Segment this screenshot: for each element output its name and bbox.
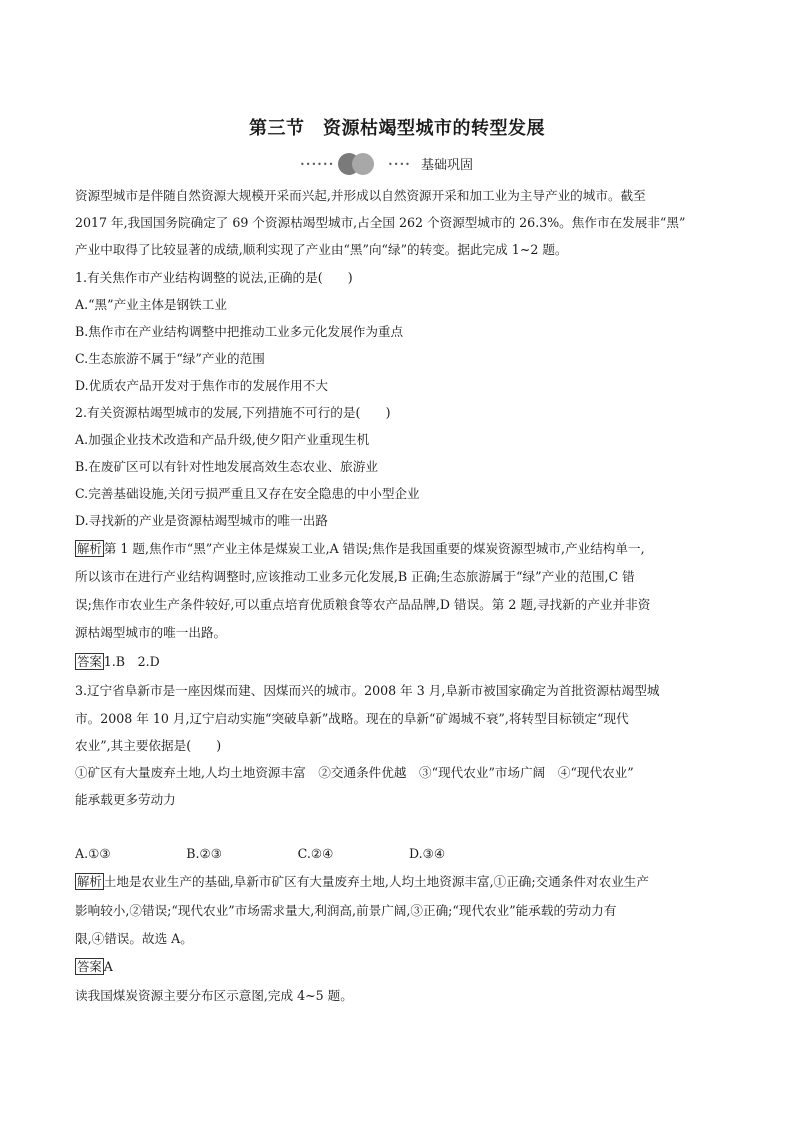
q2-option-a: A.加强企业技术改造和产品升级,使夕阳产业重现生机 [75, 432, 370, 447]
answer-tag: 答案 [77, 654, 102, 669]
analysis-2-line-3: 限,④错误。故选 A。 [75, 931, 193, 946]
q1-option-d: D.优质农产品开发对于焦作市的发展作用不大 [75, 378, 328, 393]
analysis-2-line-2: 影响较小,②错误;“现代农业”市场需求量大,利润高,前景广阔,③正确;“现代农业”能承载的劳动力有 [75, 903, 617, 918]
intro-line-1: 资源型城市是伴随自然资源大规模开采而兴起,并形成以自然资源开采和加工业为主导产业的城市。截至 [75, 188, 646, 203]
question-1: 1.有关焦作市产业结构调整的说法,正确的是( ) [75, 270, 353, 285]
analysis-2-line-1 [75, 874, 649, 890]
analysis-1-line-3: 误;焦作市农业生产条件较好,可以重点培育优质粮食等农产品品牌,D 错误。第 2 题,寻找新的产业并非资 [75, 597, 651, 612]
answer-2-text: A [103, 959, 113, 974]
analysis-2-text: 土地是农业生产的基础,阜新市矿区有大量废弃土地,人均土地资源丰富,①正确;交通条件对农业生产 [103, 874, 649, 889]
q2-option-c: C.完善基础设施,关闭亏损严重且又存在安全隐患的中小型企业 [75, 486, 420, 501]
page-title: 第三节 资源枯竭型城市的转型发展 [249, 118, 545, 139]
analysis-tag: 解析 [77, 541, 102, 556]
q3-statements-line-2: 能承载更多劳动力 [75, 792, 176, 807]
question-3-line-3: 农业”,其主要依据是( ) [75, 738, 222, 753]
intro-line-2: 2017 年,我国国务院确定了 69 个资源枯竭型城市,占全国 262 个资源型城市的 26.3%。焦作市在发展非“黑” [75, 215, 686, 230]
analysis-1-line-4: 源枯竭型城市的唯一出路。 [75, 625, 227, 640]
double-circle-icon-second [352, 153, 374, 175]
question-2: 2.有关资源枯竭型城市的发展,下列措施不可行的是( ) [75, 405, 391, 420]
answer-1-text: 1.B 2.D [103, 654, 160, 669]
banner-dots-right: •••• [388, 160, 411, 169]
answer-2 [75, 959, 113, 975]
q1-option-c: C.生态旅游不属于“绿”产业的范围 [75, 351, 265, 366]
analysis-1-text: 第 1 题,焦作市“黑”产业主体是煤炭工业,A 错误;焦作是我国重要的煤炭资源型城市,产业结构单一, [103, 541, 645, 556]
analysis-1-line-2: 所以该市在进行产业结构调整时,应该推动工业多元化发展,B 正确;生态旅游属于“绿”产业的范围,C 错 [75, 569, 635, 584]
section-banner [300, 150, 540, 176]
answer-tag-2: 答案 [77, 959, 102, 974]
intro-line-3: 产业中取得了比较显著的成绩,顺利实现了产业由“黑”向“绿”的转变。据此完成 1~2 题。 [75, 242, 568, 257]
question-3-line-1: 3.辽宁省阜新市是一座因煤而建、因煤而兴的城市。2008 年 3 月,阜新市被国家确定为首批资源枯竭型城 [75, 683, 660, 698]
q3-statements-line-1: ①矿区有大量废弃土地,人均土地资源丰富 ②交通条件优越 ③“现代农业”市场广阔 ④“现代农业” [75, 765, 634, 780]
answer-1 [75, 654, 160, 670]
q3-options: A.①③ B.②③ C.②④ D.③④ [75, 846, 446, 861]
question-4-intro: 读我国煤炭资源主要分布区示意图,完成 4~5 题。 [75, 988, 353, 1003]
banner-label: 基础巩固 [421, 158, 474, 173]
analysis-tag-2: 解析 [77, 874, 102, 889]
q2-option-d: D.寻找新的产业是资源枯竭型城市的唯一出路 [75, 513, 328, 528]
q2-option-b: B.在废矿区可以有针对性地发展高效生态农业、旅游业 [75, 459, 378, 474]
q1-option-a: A.“黑”产业主体是钢铁工业 [75, 297, 227, 312]
question-3-line-2: 市。2008 年 10 月,辽宁启动实施“突破阜新”战略。现在的阜新“矿竭城不衰”,将转型目标锁定“现代 [75, 711, 629, 726]
banner-dots-left: •••••• [300, 160, 335, 169]
q1-option-b: B.焦作市在产业结构调整中把推动工业多元化发展作为重点 [75, 324, 404, 339]
analysis-1-line-1 [75, 541, 645, 557]
